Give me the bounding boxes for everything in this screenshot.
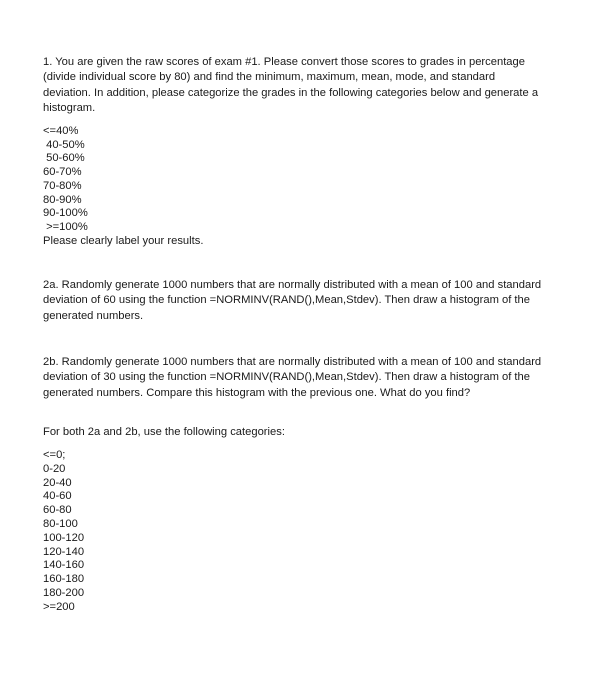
q1-category-item: 90-100% [43, 207, 88, 220]
q2b-category-item: 60-80 [43, 504, 72, 517]
q2b-category-item: >=200 [43, 600, 75, 613]
q2b-category-item: 20-40 [43, 476, 72, 489]
q2b-category-item: 140-160 [43, 559, 85, 572]
q1-category-item: 80-90% [43, 193, 82, 206]
q1-category-item: 70-80% [43, 179, 82, 192]
q1-category-item: 60-70% [43, 166, 82, 179]
q1-category-item: 40-50% [43, 138, 85, 151]
q2b-category-item: 100-120 [43, 531, 85, 544]
q2b-category-item: 160-180 [43, 573, 85, 586]
q2b-category-item: 180-200 [43, 586, 85, 599]
q2b-category-item: 0-20 [43, 462, 66, 475]
q2a-prompt: 2a. Randomly generate 1000 numbers that are normally distributed with a mean of 100 and standard deviation of 60 using the function =NORMINV(RAND(),Mean,Stdev). Then draw a histogram of the generated numbers. [43, 279, 542, 322]
q1-category-item: >=100% [43, 220, 88, 233]
q1-category-item: 50-60% [43, 152, 85, 165]
q2b-category-list [43, 449, 543, 615]
q2b-category-item: <=0; [43, 449, 66, 461]
q2b-prompt: 2b. Randomly generate 1000 numbers that are normally distributed with a mean of 100 and standard deviation of 30 using the function =NORMINV(RAND(),Mean,Stdev). Then draw a histogram of the generated numbers. Compare this histogram with the previous one. What do you find? [43, 356, 542, 399]
q2b-category-item: 120-140 [43, 545, 85, 558]
q1-prompt: 1. You are given the raw scores of exam #1. Please convert those scores to grades in percentage (divide individual score by 80) and find the minimum, maximum, mean, mode, and standard deviation. In addition, please categorize the grades in the following categories below and generate a histogram. [43, 56, 539, 114]
q2b-category-item: 80-100 [43, 517, 78, 530]
q2b-instruction: For both 2a and 2b, use the following categories: [43, 426, 285, 438]
q1-category-item: <=40% [43, 125, 79, 137]
q1-note: Please clearly label your results. [43, 234, 204, 247]
q2b-category-item: 40-60 [43, 490, 72, 503]
q1-category-list [43, 125, 543, 248]
